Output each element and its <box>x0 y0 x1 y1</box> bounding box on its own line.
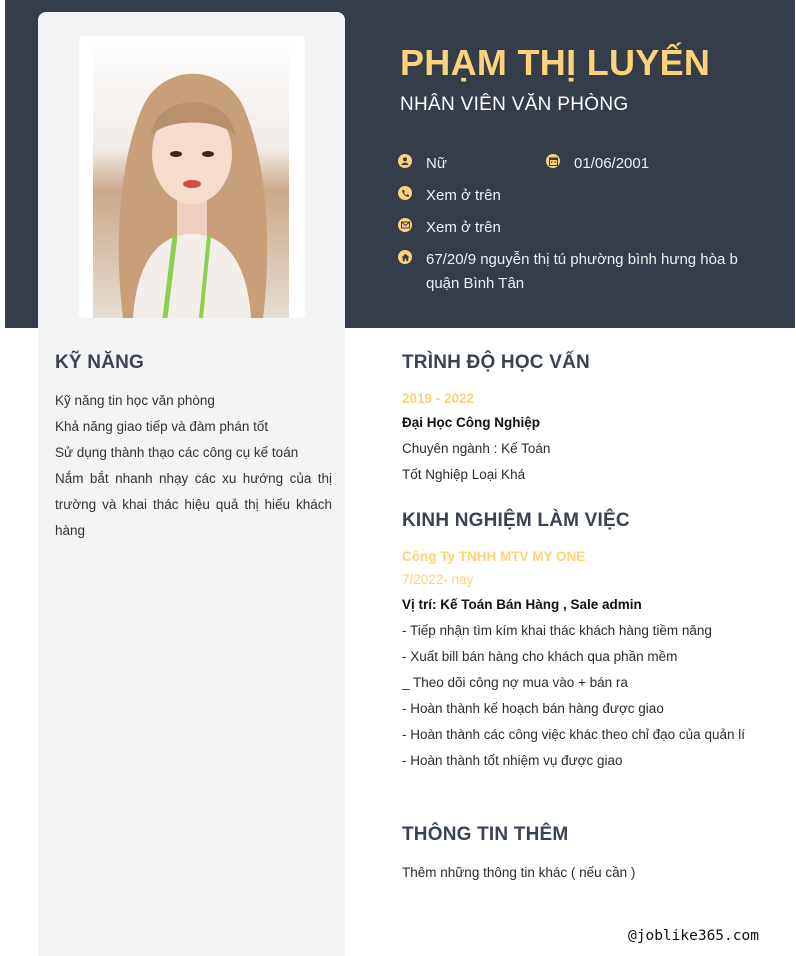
skill-item: Khả năng giao tiếp và đàm phán tốt <box>55 419 269 434</box>
address-line-1: 67/20/9 nguyễn thị tú phường bình hưng hòa b <box>426 251 738 268</box>
experience-duty: _ Theo dõi công nợ mua vào + bán ra <box>402 675 628 690</box>
education-period: 2019 - 2022 <box>402 391 475 406</box>
extra-title: THÔNG TIN THÊM <box>402 824 569 845</box>
email-row <box>398 216 501 240</box>
education-title: TRÌNH ĐỘ HỌC VẤN <box>402 352 590 373</box>
skill-item: Nắm bắt nhanh nhạy các xu hướng của thị trường và khai thác hiệu quả thị hiếu khách hàng <box>55 471 332 538</box>
experience-title: KINH NGHIỆM LÀM VIỆC <box>402 510 630 531</box>
experience-block <box>402 546 747 774</box>
birthday-value: 01/06/2001 <box>574 155 650 172</box>
experience-duty: - Hoàn thành tốt nhiệm vụ được giao <box>402 753 623 768</box>
skills-title: KỸ NĂNG <box>55 352 145 373</box>
profile-photo <box>93 36 289 318</box>
experience-duty: - Tiếp nhận tìm kím khai thác khách hàng tiềm năng <box>402 623 712 638</box>
extra-text: Thêm những thông tin khác ( nếu cần ) <box>402 865 636 880</box>
watermark: @joblike365.com <box>628 928 759 944</box>
gender-value: Nữ <box>426 155 447 172</box>
birthday-row <box>546 152 649 176</box>
profile-photo-frame <box>79 36 305 318</box>
education-grade: Tốt Nghiệp Loại Khá <box>402 467 526 482</box>
calendar-icon <box>546 154 560 168</box>
skill-item: Kỹ năng tin học văn phòng <box>55 393 215 408</box>
job-position: NHÂN VIÊN VĂN PHÒNG <box>400 94 629 115</box>
education-block <box>402 388 747 488</box>
mail-icon <box>398 218 412 232</box>
address-row <box>398 248 768 296</box>
gender-row <box>398 152 447 176</box>
user-icon <box>398 154 412 168</box>
experience-duty: - Hoàn thành kế hoạch bán hàng được giao <box>402 701 664 716</box>
experience-duty: - Xuất bill bán hàng cho khách qua phần mềm <box>402 649 678 664</box>
experience-company: Công Ty TNHH MTV MY ONE <box>402 549 586 564</box>
skills-list <box>55 388 332 544</box>
address-value <box>426 248 738 296</box>
email-value: Xem ở trên <box>426 219 501 236</box>
phone-icon <box>398 186 412 200</box>
experience-duty: - Hoàn thành các công việc khác theo chỉ đạo của quản lí <box>402 727 745 742</box>
education-school: Đại Học Công Nghiệp <box>402 415 540 430</box>
home-icon <box>398 250 412 264</box>
candidate-name: PHẠM THỊ LUYẾN <box>400 42 711 83</box>
phone-value: Xem ở trên <box>426 187 501 204</box>
phone-row <box>398 184 501 208</box>
education-major: Chuyên ngành : Kế Toán <box>402 441 551 456</box>
experience-role: Vị trí: Kế Toán Bán Hàng , Sale admin <box>402 597 642 612</box>
experience-period: 7/2022- nay <box>402 572 474 587</box>
skill-item: Sử dụng thành thạo các công cụ kế toán <box>55 445 299 460</box>
address-line-2: quận Bình Tân <box>426 275 525 292</box>
